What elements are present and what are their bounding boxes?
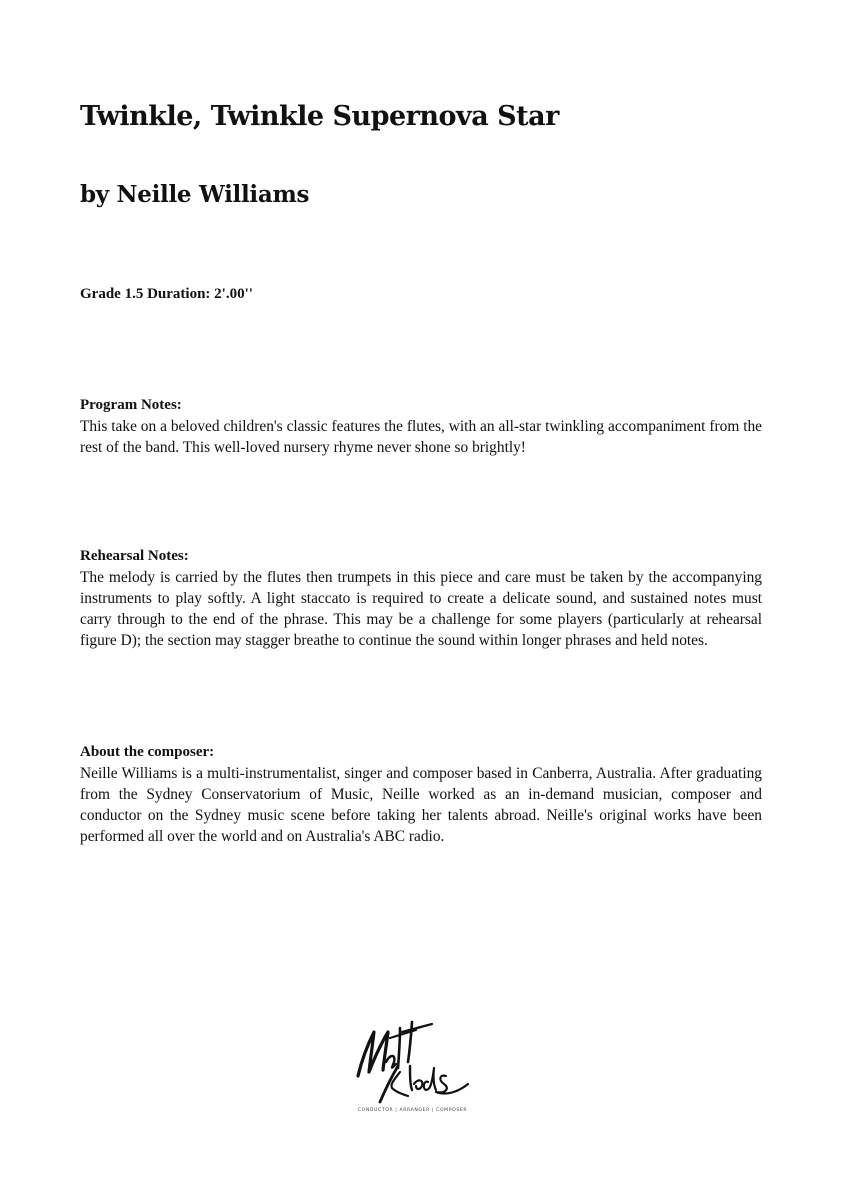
rehearsal-notes-heading: Rehearsal Notes: xyxy=(80,548,189,564)
rehearsal-notes-body: The melody is carried by the flutes then trumpets in this piece and care must be taken by the accompanying instruments to play softly. A light staccato is required to create a delicate sound, and sustained notes must carry through to the end of the phrase. This may be a challenge for some players (particularly at rehearsal figure D); the section may stagger breathe to continue the sound within longer phrases and held notes. xyxy=(80,569,762,649)
grade-duration: Grade 1.5 Duration: 2'.00'' xyxy=(80,286,253,302)
program-notes-body: This take on a beloved children's classic features the flutes, with an all-star twinkling accompaniment from the rest of the band. This well-loved nursery rhyme never shone so brightly! xyxy=(80,418,762,456)
rehearsal-notes-section xyxy=(80,546,762,651)
document-title: Twinkle, Twinkle Supernova Star xyxy=(80,101,559,132)
program-notes-section xyxy=(80,395,762,458)
logo-caption: CONDUCTOR | ARRANGER | COMPOSER xyxy=(357,1108,468,1113)
about-composer-body: Neille Williams is a multi-instrumentalist, singer and composer based in Canberra, Australia. After graduating from the Sydney Conservatorium of Music, Neille worked as an in-demand musician, composer and conductor on the Sydney music scene before taking her talents abroad. Neille's original works have been performed all over the world and on Australia's ABC radio. xyxy=(80,765,762,845)
signature-logo xyxy=(350,1014,475,1119)
program-notes-heading: Program Notes: xyxy=(80,397,182,413)
about-composer-heading: About the composer: xyxy=(80,744,215,760)
about-composer-section xyxy=(80,742,762,847)
signature-logo-icon xyxy=(350,1014,475,1106)
composer-byline: by Neille Williams xyxy=(80,181,310,208)
